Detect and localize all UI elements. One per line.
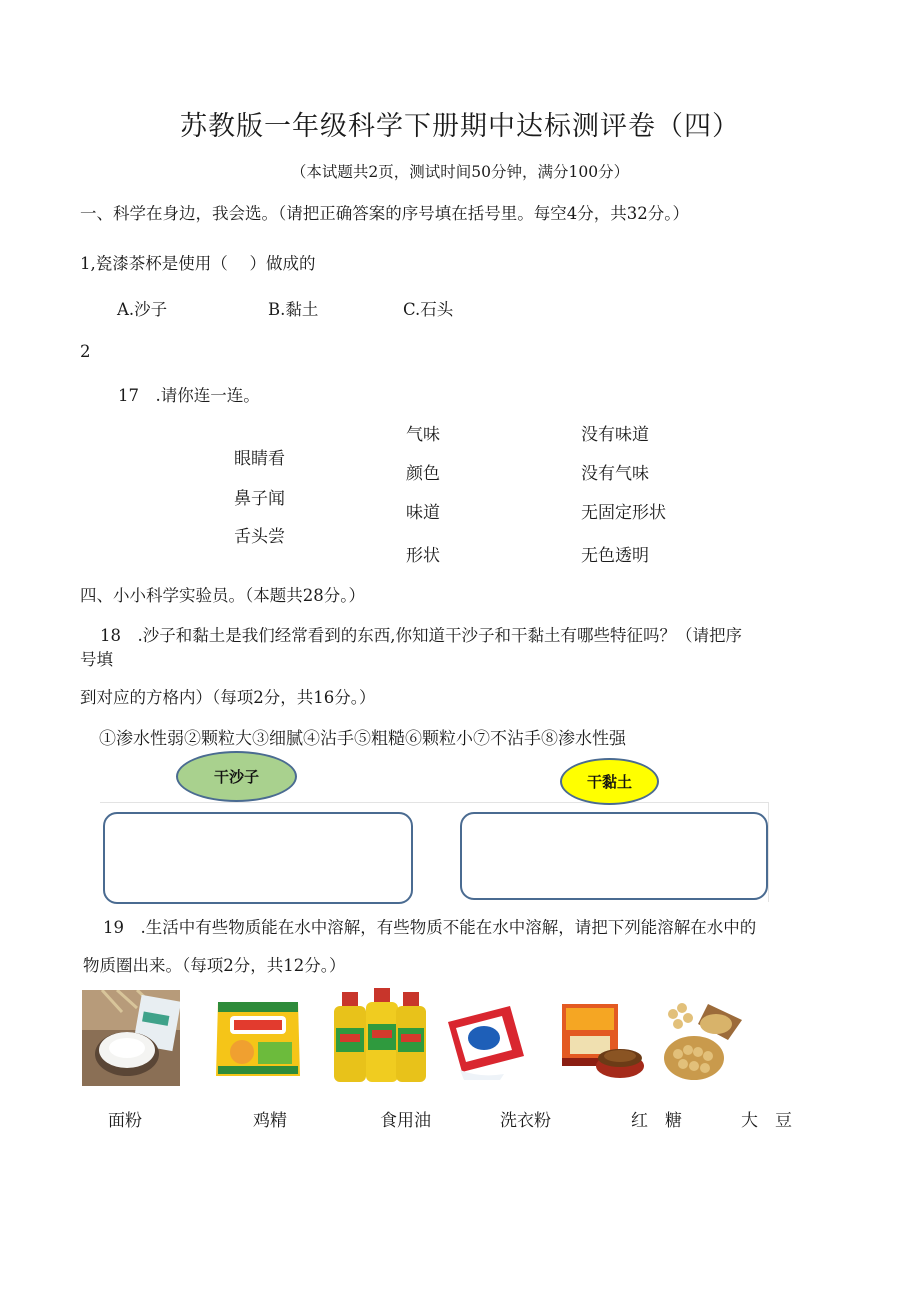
property-taste: 味道 [406, 503, 440, 523]
grid-line [768, 802, 769, 902]
question-18-choices: ①渗水性弱②颗粒大③细腻④沾手⑤粗糙⑥颗粒小⑦不沾手⑧渗水性强 [99, 729, 626, 749]
sense-tongue: 舌头尝 [234, 527, 285, 547]
question-1-option-a: A.沙子 [117, 300, 168, 319]
description-no-smell: 没有气味 [581, 464, 649, 484]
item-label-soybean: 大 豆 [741, 1111, 792, 1131]
item-label-brown-sugar: 红 糖 [631, 1111, 682, 1131]
item-label-chicken-essence: 鸡精 [253, 1111, 287, 1131]
question-1-option-c: C.石头 [403, 300, 454, 319]
description-colorless-transparent: 无色透明 [581, 546, 649, 566]
question-18-line-3: 到对应的方格内）（每项2分，共16分。） [80, 688, 376, 707]
page-title: 苏教版一年级科学下册期中达标测评卷（四） [180, 111, 740, 142]
brown-sugar-photo[interactable] [556, 996, 648, 1082]
flour-photo[interactable] [82, 990, 180, 1086]
dry-sand-label-bubble [176, 751, 297, 802]
item-label-flour: 面粉 [108, 1111, 142, 1131]
dry-clay-label: 干黏土 [586, 773, 632, 791]
question-1-stem: 1,瓷漆茶杯是使用（ ）做成的 [80, 254, 316, 273]
section-1-heading: 一、科学在身边，我会选。（请把正确答案的序号填在括号里。每空4分，共32分。） [80, 204, 689, 223]
question-18-line-2: 号填 [80, 650, 113, 669]
item-label-detergent: 洗衣粉 [500, 1111, 551, 1131]
question-17-prompt: 17 .请你连一连。 [118, 386, 260, 405]
sense-nose: 鼻子闻 [234, 489, 285, 509]
detergent-photo[interactable] [440, 1000, 530, 1080]
question-18-line-1: 18 .沙子和黏土是我们经常看到的东西,你知道干沙子和干黏土有哪些特征吗？（请把序 [100, 626, 742, 645]
description-no-taste: 没有味道 [581, 425, 649, 445]
chicken-essence-photo[interactable] [212, 996, 304, 1080]
section-4-heading: 四、小小科学实验员。（本题共28分。） [80, 586, 365, 605]
soybean-photo[interactable] [658, 994, 746, 1088]
question-19-line-1: 19 .生活中有些物质能在水中溶解，有些物质不能在水中溶解，请把下列能溶解在水中的 [103, 918, 757, 937]
page-subtitle: （本试题共2页，测试时间50分钟，满分100分） [290, 163, 630, 181]
dry-sand-label: 干沙子 [213, 768, 259, 786]
question-19-line-2: 物质圈出来。（每项2分，共12分。） [83, 956, 346, 975]
dry-clay-label-bubble [560, 758, 659, 805]
description-no-fixed-shape: 无固定形状 [581, 503, 666, 523]
sense-eyes: 眼睛看 [234, 449, 285, 469]
property-smell: 气味 [406, 425, 440, 445]
property-color: 颜色 [406, 464, 440, 484]
question-2-number: 2 [80, 342, 91, 361]
grid-line [100, 802, 768, 803]
dry-sand-answer-box[interactable] [103, 812, 413, 904]
dry-clay-answer-box[interactable] [460, 812, 768, 900]
question-1-option-b: B.黏土 [268, 300, 319, 319]
property-shape: 形状 [406, 546, 440, 566]
item-label-cooking-oil: 食用油 [380, 1111, 431, 1131]
cooking-oil-photo[interactable] [330, 988, 428, 1086]
